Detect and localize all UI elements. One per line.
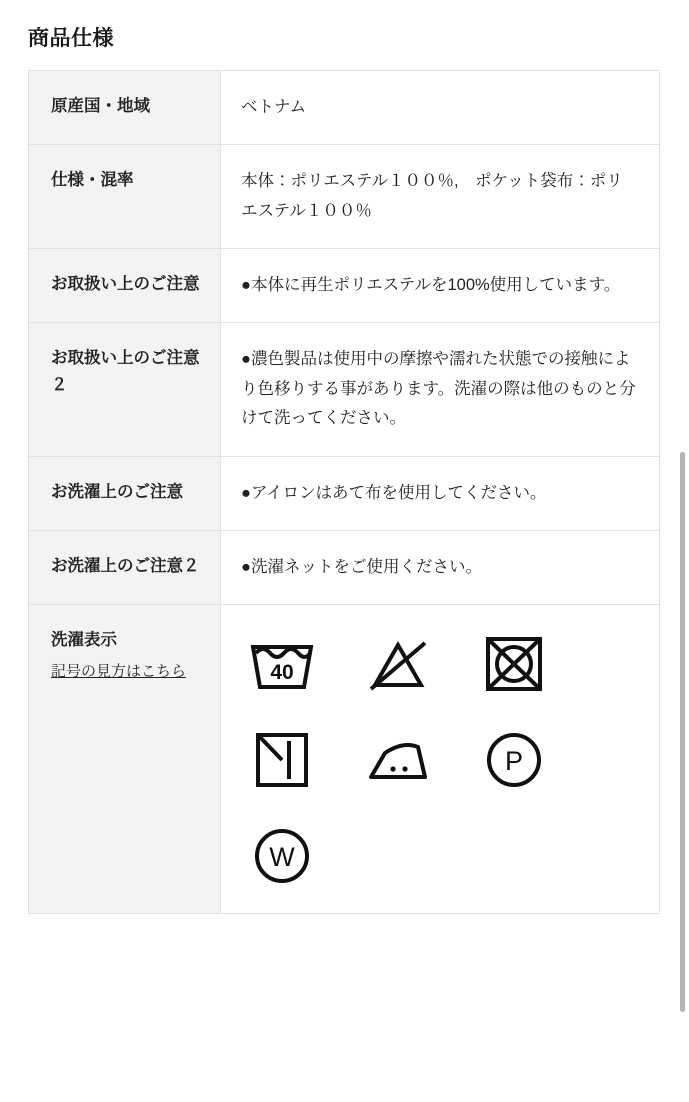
spec-value-washing-note: ●アイロンはあて布を使用してください。: [221, 456, 660, 530]
table-row: [29, 71, 660, 145]
do-not-tumble-dry-icon: [479, 633, 549, 695]
table-row: [29, 530, 660, 604]
spec-value-origin: ベトナム: [221, 71, 660, 145]
svg-text:W: W: [269, 842, 295, 873]
do-not-bleach-icon: [363, 633, 433, 695]
spec-value-composition: 本体：ポリエステル１００％, ポケット袋布：ポリエステル１００％: [221, 145, 660, 249]
spec-value-washing-note-2: ●洗濯ネットをご使用ください。: [221, 530, 660, 604]
svg-text:40: 40: [270, 661, 294, 685]
spec-label-composition: 仕様・混率: [29, 145, 221, 249]
table-row: [29, 145, 660, 249]
dry-clean-p-icon: [479, 729, 549, 791]
product-spec-page: [0, 22, 689, 914]
spec-value-handling-note-2: ●濃色製品は使用中の摩擦や濡れた状態での接触により色移りする事があります。洗濯の際は他のものと分けて洗ってください。: [221, 323, 660, 456]
spec-label-handling-note: お取扱い上のご注意: [29, 249, 221, 323]
table-row: [29, 323, 660, 456]
spec-label-handling-note-2: お取扱い上のご注意２: [29, 323, 221, 456]
spec-label-washing-note-2: お洗濯上のご注意２: [29, 530, 221, 604]
spec-value-handling-note: ●本体に再生ポリエステルを100%使用しています。: [221, 249, 660, 323]
product-spec-table: [28, 70, 660, 914]
wash-40-icon: [247, 633, 317, 695]
iron-low-icon: [363, 729, 433, 791]
spec-label-washing-note: お洗濯上のご注意: [29, 456, 221, 530]
care-symbol-guide-link[interactable]: 記号の見方はこちら: [51, 662, 187, 680]
line-dry-in-shade-icon: [247, 729, 317, 791]
svg-text:P: P: [504, 746, 524, 777]
care-symbols-label: 洗濯表示: [51, 631, 117, 650]
spec-value-care-symbols: [221, 605, 660, 914]
page-title: 商品仕様: [28, 27, 114, 50]
table-row: [29, 456, 660, 530]
wet-clean-w-icon: [247, 825, 317, 887]
vertical-scrollbar[interactable]: [680, 452, 685, 1012]
spec-label-origin: 原産国・地域: [29, 71, 221, 145]
care-symbol-grid: [241, 627, 637, 891]
table-row: [29, 605, 660, 914]
spec-label-care-symbols: [29, 605, 221, 914]
table-row: [29, 249, 660, 323]
